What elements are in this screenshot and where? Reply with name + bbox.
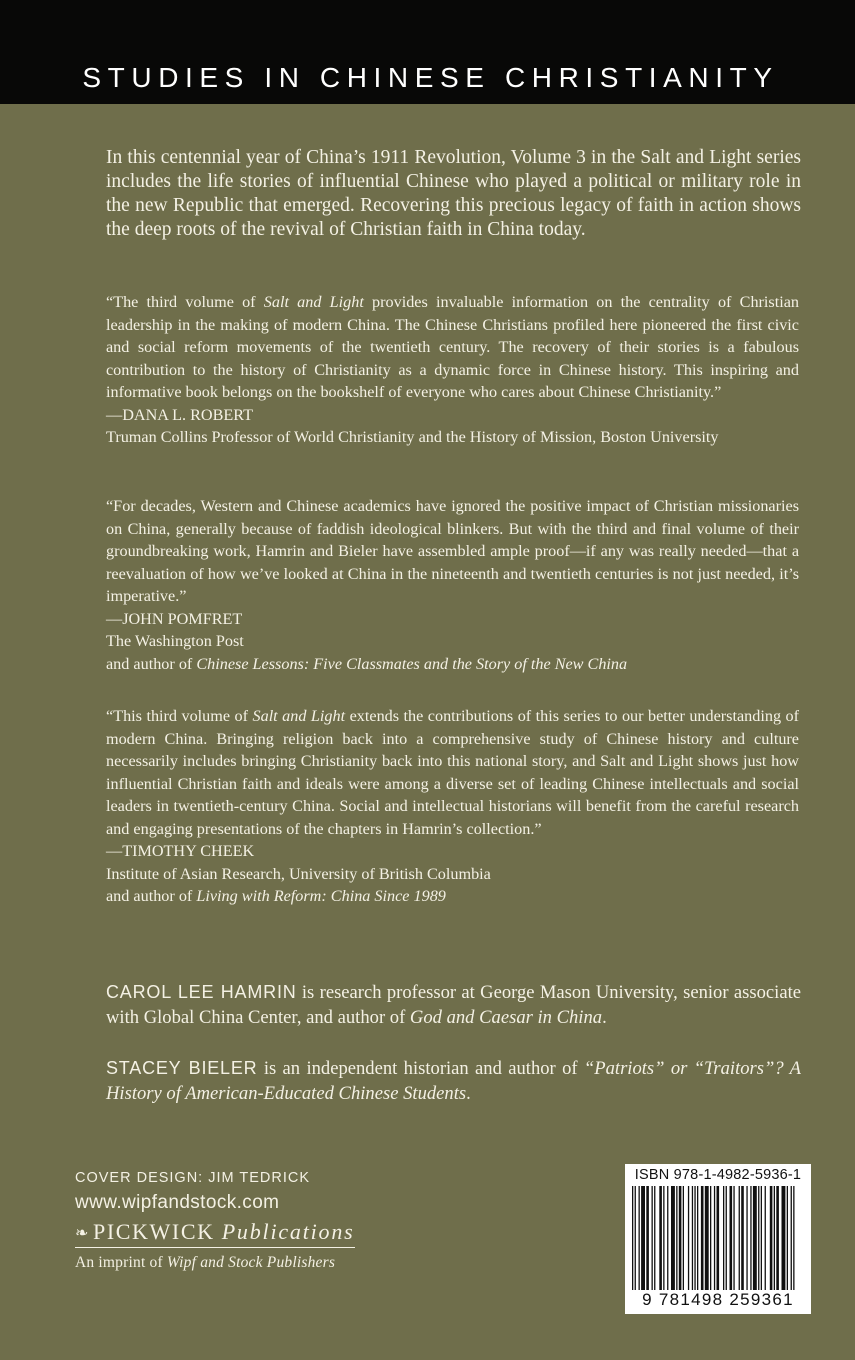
endorsement-robert [106, 291, 799, 449]
barcode-bar [635, 1186, 636, 1290]
endorsement-affiliation: The Washington Post [106, 632, 244, 650]
barcode-bar [694, 1186, 695, 1290]
barcode-bar [761, 1186, 762, 1290]
bio-name: CAROL LEE HAMRIN [106, 982, 297, 1002]
barcode-bar [641, 1186, 645, 1290]
isbn-barcode [625, 1164, 811, 1314]
barcode-bars [632, 1186, 804, 1290]
endorsement-cheek [106, 705, 799, 908]
bio-hamrin: CAROL LEE HAMRIN is research professor at George Mason University, senior associate with Global China Center, and author of God and Caesar in China. [106, 982, 801, 1028]
cover-design-credit: COVER DESIGN: JIM TEDRICK [75, 1170, 311, 1186]
barcode-bar [770, 1186, 773, 1290]
endorsement-author-of: and author of Chinese Lessons: Five Classmates and the Story of the New China [106, 654, 628, 673]
barcode-bar [671, 1186, 675, 1290]
barcode-bar [758, 1186, 759, 1290]
barcode-bar [652, 1186, 653, 1290]
endorsement-text: “This third volume of Salt and Light extends the contributions of this series to our better understanding of modern China. Bringing religion back into a comprehensive study of Chinese history and culture necessarily includes bringing Christianity back into this national story, and Salt and Light shows just how influential Christian faith and ideals were among a diverse set of leading Chinese intellectuals and social leaders in twentieth-century China. Social and intellectual historians will benefit from the careful research and engaging presentations of the chapters in Hamrin’s collection.” [106, 707, 800, 838]
isbn-text: ISBN 978-1-4982-5936-1 [634, 1167, 802, 1183]
series-header-band [0, 0, 855, 104]
endorsement-text: “For decades, Western and Chinese academics have ignored the positive impact of Christian missionaries on China, generally because of faddish ideological blinkers. But with the third and final volume of their groundbreaking work, Hamrin and Bieler have assembled ample proof—if any was really needed—that a reevaluation of how we’ve looked at China in the nineteenth and twentieth centuries is not just needed, it’s imperative.” [106, 497, 799, 605]
barcode-bar [723, 1186, 724, 1290]
barcode-bar [632, 1186, 633, 1290]
barcode-bar [667, 1186, 668, 1290]
endorsement-affiliation: Truman Collins Professor of World Christianity and the History of Mission, Boston University [106, 428, 719, 446]
barcode-bar [659, 1186, 662, 1290]
endorsement-author: —TIMOTHY CHEEK [106, 842, 255, 860]
barcode-bar [683, 1186, 684, 1290]
barcode-bar [776, 1186, 779, 1290]
barcode-bar [733, 1186, 734, 1290]
barcode-bar [717, 1186, 720, 1290]
barcode-bar [663, 1186, 664, 1290]
endorsement-author: —JOHN POMFRET [106, 609, 243, 628]
bio-name: STACEY BIELER [106, 1058, 258, 1078]
barcode-bar [654, 1186, 655, 1290]
barcode-bar [679, 1186, 682, 1290]
bio-bieler: STACEY BIELER is an independent historian and author of “Patriots” or “Traitors”? A History of American-Educated Chinese Students. [106, 1058, 801, 1104]
swirl-icon: ❧ [75, 1225, 91, 1242]
barcode-bar [697, 1186, 698, 1290]
barcode-bar [701, 1186, 704, 1290]
barcode-bar [746, 1186, 747, 1290]
publisher-logo: ❧ PICKWICK Publications [75, 1219, 355, 1248]
endorsement-text: “The third volume of Salt and Light provides invaluable information on the centrality of Christian leadership in the making of modern China. The Chinese Christians profiled here pioneered the first civic and social reform movements of the twentieth century. The recovery of their stories is a fabulous contribution to the history of Christianity as a dynamic force in Chinese history. This inspiring and informative book belongs on the bookshelf of everyone who cares about Chinese Christianity.” [106, 293, 799, 401]
barcode-bar [787, 1186, 788, 1290]
barcode-bar [639, 1186, 640, 1290]
barcode-digits: 9 781498 259361 [642, 1290, 794, 1309]
barcode-bar [726, 1186, 727, 1290]
intro-blurb: In this centennial year of China’s 1911 Revolution, Volume 3 in the Salt and Light series includes the life stories of influential Chinese who played a political or military role in the new Republic that emerged. Recovering this precious legacy of faith in action shows the deep roots of the revival of Christian faith in China today. [106, 147, 801, 240]
endorsement-affiliation: Institute of Asian Research, University of British Columbia [106, 864, 491, 883]
barcode-bar [750, 1186, 751, 1290]
barcode-bar [646, 1186, 649, 1290]
barcode-bar [741, 1186, 744, 1290]
barcode-bar [705, 1186, 709, 1290]
barcode-bar [692, 1186, 693, 1290]
imprint-line: An imprint of Wipf and Stock Publishers [75, 1254, 336, 1271]
publisher-website[interactable]: www.wipfandstock.com [75, 1192, 280, 1213]
barcode-bar [774, 1186, 775, 1290]
endorsement-author: —DANA L. ROBERT [106, 405, 253, 424]
barcode-bar [791, 1186, 792, 1290]
barcode-bar [710, 1186, 711, 1290]
barcode-bar [739, 1186, 740, 1290]
barcode-bar [793, 1186, 794, 1290]
barcode-bar [782, 1186, 786, 1290]
barcode-bar [676, 1186, 677, 1290]
barcode-bar [730, 1186, 733, 1290]
endorsement-pomfret [106, 495, 799, 675]
barcode-bar [714, 1186, 715, 1290]
barcode-bar [688, 1186, 689, 1290]
publisher-block [75, 1168, 405, 1272]
barcode-bar [753, 1186, 757, 1290]
barcode-bar [765, 1186, 766, 1290]
series-title: STUDIES IN CHINESE CHRISTIANITY [82, 62, 779, 93]
endorsement-author-of: and author of Living with Reform: China Since 1989 [106, 887, 446, 905]
